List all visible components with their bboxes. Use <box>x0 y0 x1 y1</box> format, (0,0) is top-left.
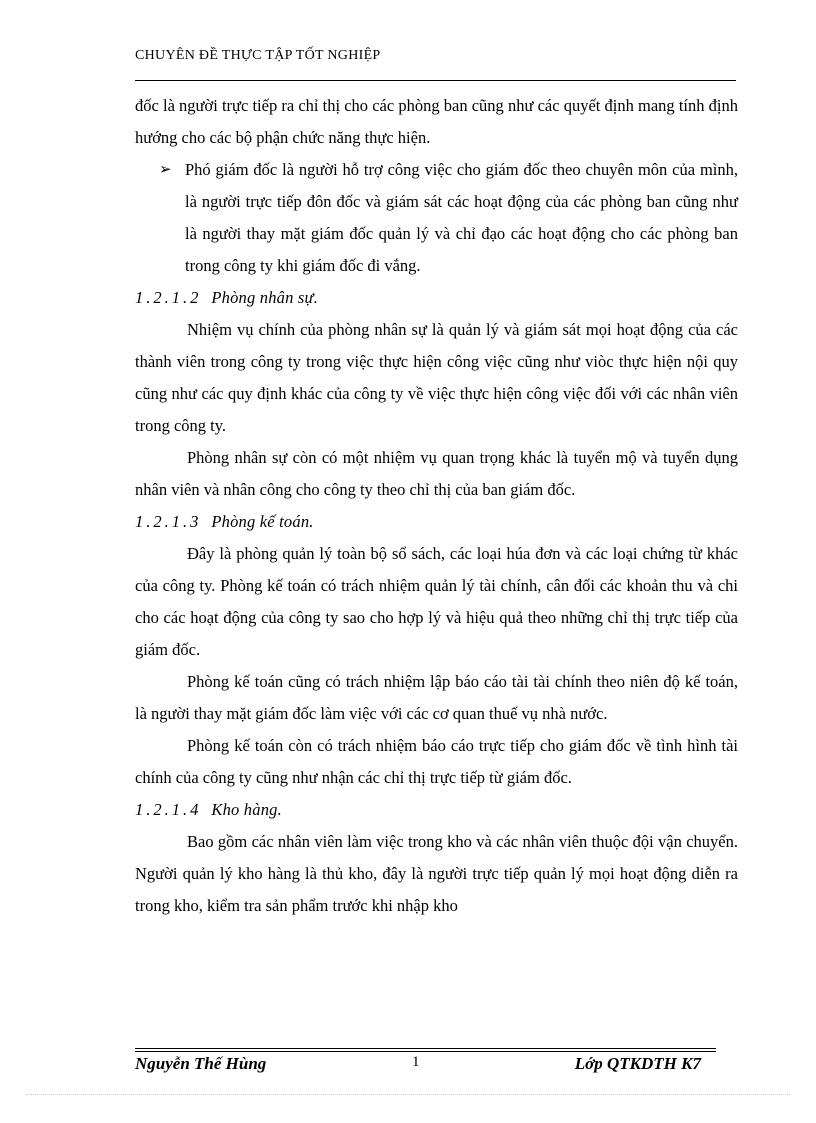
paragraph-continuation: đốc là người trực tiếp ra chỉ thị cho các phòng ban cũng như các quyết định mang tính định hướng cho các bộ phận chức năng thực hiện. <box>135 96 738 147</box>
header-rule <box>135 80 736 81</box>
section-heading-hr <box>135 282 738 314</box>
paragraph-hr-recruitment: Phòng nhân sự còn có một nhiệm vụ quan trọng khác là tuyển mộ và tuyển dụng nhân viên và nhân công cho công ty theo chỉ thị của ban giám đốc. <box>135 448 738 499</box>
footer-rule-bottom <box>135 1051 716 1052</box>
section-number: 1.2.1.2 <box>135 288 202 307</box>
paragraph-accounting-direct: Phòng kế toán còn có trách nhiệm báo cáo trực tiếp cho giám đốc về tình hình tài chính của công ty cũng như nhận các chỉ thị trực tiếp từ giám đốc. <box>135 736 738 787</box>
page-footer <box>135 1054 716 1078</box>
footer-rule-top <box>135 1048 716 1049</box>
document-body <box>135 90 738 922</box>
paragraph-accounting-overview: Đây là phòng quản lý toàn bộ sổ sách, các loại húa đơn và các loại chứng từ khác của công ty. Phòng kế toán có trách nhiệm quản lý tài chính, cân đối các khoản thu và chi cho các hoạt động của công ty sao cho hợp lý và hiệu quả theo những chỉ thị trực tiếp của giám đốc. <box>135 544 738 659</box>
section-title: Kho hàng. <box>211 800 282 819</box>
paragraph-hr-duties: Nhiệm vụ chính của phòng nhân sự là quản lý và giám sát mọi hoạt động của các thành viên trong công ty trong việc thực hiện công việc cũng như viòc thực hiện nội quy cũng như các quy định khác của công ty về việc thực hiện công việc đối với các nhân viên trong công ty. <box>135 320 738 435</box>
section-title: Phòng kế toán. <box>211 512 314 531</box>
section-number: 1.2.1.3 <box>135 512 202 531</box>
page-header-title: CHUYÊN ĐỀ THỰC TẬP TỐT NGHIỆP <box>135 48 381 63</box>
bullet-text: Phó giám đốc là người hỗ trợ công việc cho giám đốc theo chuyên môn của mình, là người trực tiếp đôn đốc và giám sát các hoạt động của các phòng ban cũng như là người thay mặt giám đốc quản lý và chỉ đạo các hoạt động cho các phòng ban trong công ty khi giám đốc đi vắng. <box>185 160 738 275</box>
section-heading-accounting <box>135 506 738 538</box>
footer-class: Lớp QTKDTH K7 <box>574 1054 701 1073</box>
bullet-item-deputy-director <box>135 154 738 282</box>
footer-author: Nguyễn Thế Hùng <box>135 1054 267 1073</box>
page-bottom-edge <box>26 1094 790 1095</box>
section-heading-warehouse <box>135 794 738 826</box>
section-number: 1.2.1.4 <box>135 800 202 819</box>
arrow-bullet-icon: ➢ <box>159 162 172 178</box>
paragraph-accounting-reports: Phòng kế toán cũng có trách nhiệm lập báo cáo tài tài chính theo niên độ kế toán, là người thay mặt giám đốc làm việc với các cơ quan thuế vụ nhà nước. <box>135 672 738 723</box>
paragraph-warehouse: Bao gồm các nhân viên làm việc trong kho và các nhân viên thuộc đội vận chuyển. Người quản lý kho hàng là thủ kho, đây là người trực tiếp quản lý mọi hoạt động diễn ra trong kho, kiểm tra sản phẩm trước khi nhập kho <box>135 832 738 915</box>
footer-page-number: 1 <box>412 1054 420 1070</box>
section-title: Phòng nhân sự. <box>211 288 319 307</box>
